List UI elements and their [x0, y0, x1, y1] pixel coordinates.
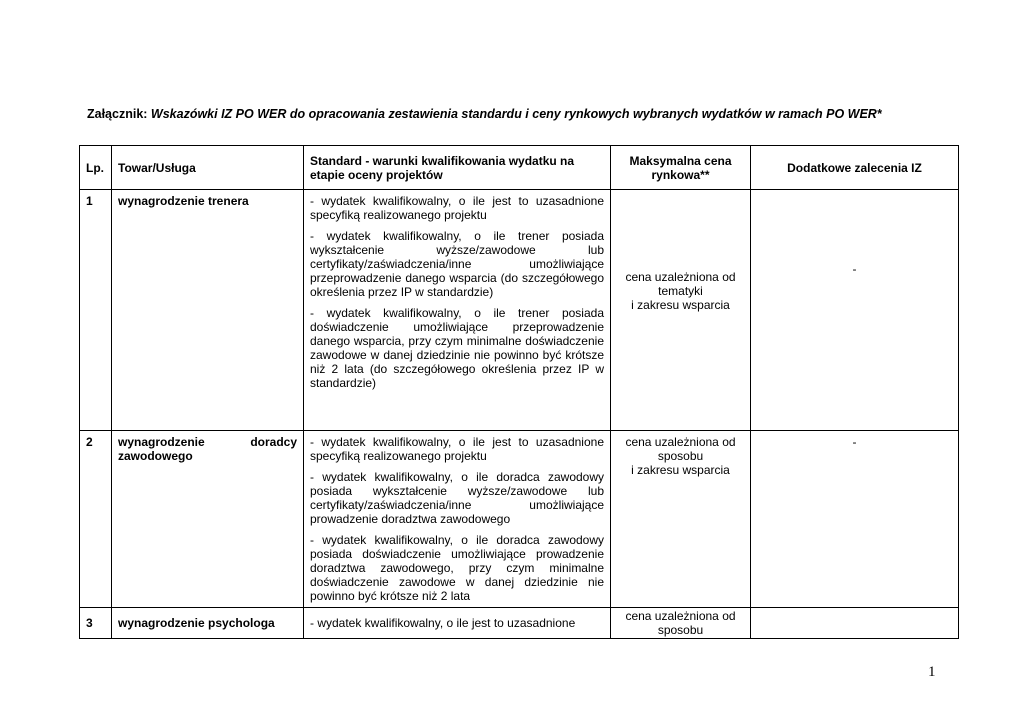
header-towar: Towar/Usługa: [112, 146, 304, 190]
table-header-row: [80, 146, 959, 190]
row-lp: 3: [80, 608, 112, 639]
row-cena: [611, 431, 751, 608]
row-zalecenia: -: [751, 431, 959, 608]
standard-condition: - wydatek kwalifikowalny, o ile doradca zawodowy posiada doświadczenie umożliwiające prowadzenie doradztwa zawodowego, przy czym minimalne doświadczenie zawodowe w danej dziedzinie nie powinno być krótsze niż 2 lata: [310, 533, 604, 603]
row-lp: 2: [80, 431, 112, 608]
header-cena: Maksymalna cena rynkowa**: [611, 146, 751, 190]
heading-title: Wskazówki IZ PO WER do opracowania zestawienia standardu i ceny rynkowych wybranych wydatków w ramach PO WER*: [150, 107, 882, 121]
row-towar: wynagrodzenie doradcy zawodowego: [112, 431, 304, 608]
row-standard: [304, 431, 611, 608]
cena-line: tematyki: [658, 284, 703, 298]
attachment-heading: [87, 107, 882, 121]
row-cena: [611, 608, 751, 639]
row-standard: [304, 190, 611, 431]
table-row: [80, 431, 959, 608]
standard-condition: - wydatek kwalifikowalny, o ile doradca zawodowy posiada wykształcenie wyższe/zawodowe lub certyfikaty/zaświadczenia/inne umożliwiające prowadzenie doradztwa zawodowego: [310, 470, 604, 526]
standard-condition: - wydatek kwalifikowalny, o ile jest to uzasadnione: [310, 616, 576, 630]
page-number: 1: [928, 664, 936, 680]
row-standard: [304, 608, 611, 639]
cena-line: i zakresu wsparcia: [631, 463, 730, 477]
header-standard: Standard - warunki kwalifikowania wydatku na etapie oceny projektów: [304, 146, 611, 190]
cena-line: cena uzależniona od: [625, 609, 736, 623]
row-cena: [611, 190, 751, 431]
standard-condition: - wydatek kwalifikowalny, o ile jest to uzasadnione specyfiką realizowanego projektu: [310, 194, 604, 222]
cena-line: sposobu: [657, 623, 704, 637]
cena-line: sposobu: [657, 449, 704, 463]
row-zalecenia: -: [751, 190, 959, 431]
standard-condition: - wydatek kwalifikowalny, o ile trener posiada doświadczenie umożliwiające przeprowadzenie danego wsparcia, przy czym minimalne doświadczenie zawodowe w danej dziedzinie nie powinno być krótsze niż 2 lata (do szczegółowego określenia przez IP w standardzie): [310, 306, 604, 390]
table-row: [80, 608, 959, 639]
row-towar: wynagrodzenie psychologa: [112, 608, 304, 639]
table-row: [80, 190, 959, 431]
header-lp: Lp.: [80, 146, 112, 190]
standard-condition: - wydatek kwalifikowalny, o ile jest to uzasadnione specyfiką realizowanego projektu: [310, 435, 604, 463]
cena-line: cena uzależniona od: [625, 435, 736, 449]
expense-standards-table: [79, 145, 959, 639]
cena-line: i zakresu wsparcia: [631, 298, 730, 312]
standard-condition: - wydatek kwalifikowalny, o ile trener posiada wykształcenie wyższe/zawodowe lub certyfikaty/zaświadczenia/inne umożliwiające przeprowadzenie danego wsparcia (do szczegółowego określenia przez IP w standardzie): [310, 229, 604, 299]
heading-prefix: Załącznik:: [87, 107, 148, 121]
row-towar: wynagrodzenie trenera: [112, 190, 304, 431]
row-lp: 1: [80, 190, 112, 431]
header-zalecenia: Dodatkowe zalecenia IZ: [751, 146, 959, 190]
row-zalecenia: [751, 608, 959, 639]
cena-line: cena uzależniona od: [625, 270, 736, 284]
